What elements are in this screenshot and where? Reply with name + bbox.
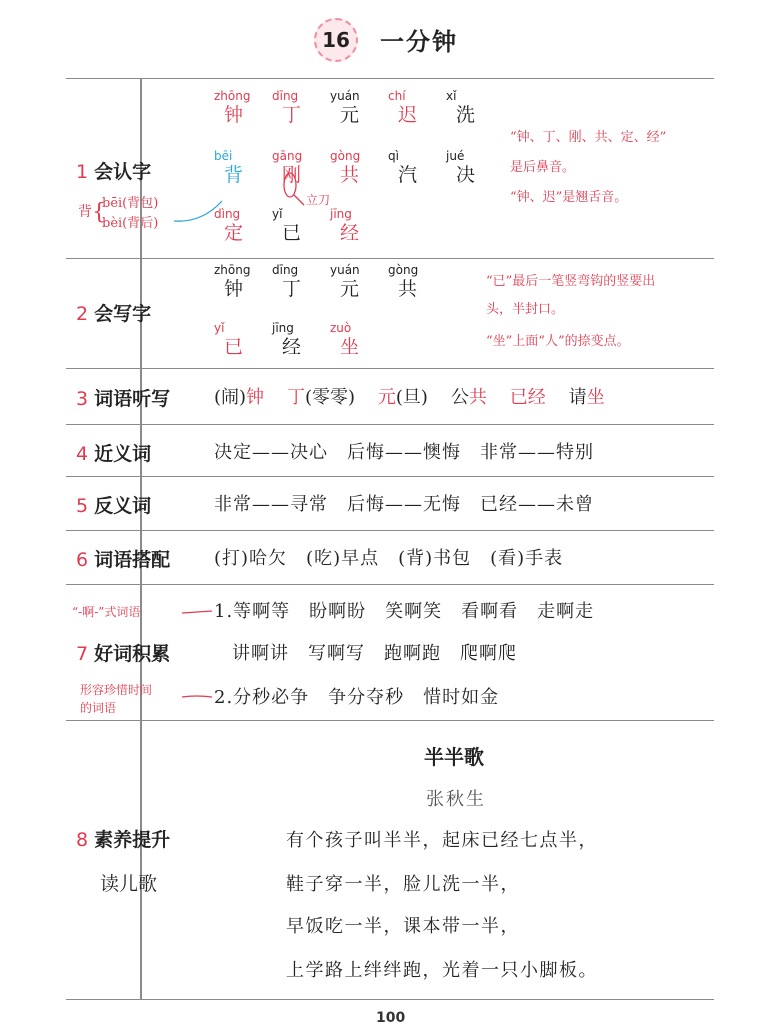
good-words-line-3: 2.分秒必争 争分夺秒 惜时如金: [214, 687, 500, 708]
section-label: 6 词语搭配: [76, 549, 171, 571]
side-note-arrows: [182, 601, 216, 701]
pinyin: gòng: [388, 263, 419, 277]
pinyin-char-cell: [388, 89, 448, 127]
bei-arrow: [172, 197, 232, 227]
note-line-3: “钟、迟”是翘舌音。: [510, 190, 628, 205]
section-write-chars: [66, 258, 714, 368]
lesson-header: [0, 18, 780, 62]
side-note-2a: 形容珍惜时间: [80, 683, 153, 697]
lesson-number-badge: 16: [314, 18, 358, 62]
pinyin: gòng: [330, 149, 361, 163]
hanzi: 经: [340, 222, 360, 244]
note-line-1: “钟、丁、刚、共、定、经”: [510, 130, 667, 145]
pinyin: yuán: [330, 263, 360, 277]
pinyin: yǐ: [214, 321, 225, 335]
hanzi: 汽: [398, 164, 418, 186]
section-synonyms: [66, 424, 714, 476]
synonyms-text: 决定——决心 后悔——懊悔 非常——特别: [214, 442, 594, 463]
poem-line: 有个孩子叫半半，起床已经七点半，: [286, 830, 598, 851]
side-note-1: “-啊-”式词语: [72, 605, 141, 619]
hanzi: 共: [340, 164, 360, 186]
hanzi: 钟: [224, 278, 244, 300]
page-number: 100: [376, 1010, 406, 1026]
hanzi: 坐: [340, 336, 360, 358]
pinyin-char-cell: [388, 149, 448, 187]
poem-line: 上学路上绊绊跑，光着一只小脚板。: [286, 960, 598, 981]
poem-line: 早饭吃一半，课本带一半，: [286, 916, 520, 937]
pinyin-char-cell: [388, 263, 448, 301]
pinyin: zuò: [330, 321, 352, 335]
section-label: 7 好词积累: [76, 643, 171, 665]
pinyin: yuán: [330, 89, 360, 103]
pinyin-char-cell: [214, 149, 274, 187]
word-pairing-text: (打)哈欠 (吃)早点 (背)书包 (看)手表: [214, 548, 564, 569]
pinyin-char-cell: [330, 149, 390, 187]
good-words-line-1: 1.等啊等 盼啊盼 笑啊笑 看啊看 走啊走: [214, 601, 595, 622]
pinyin-char-cell: [272, 263, 332, 301]
bei-reading-2: bèi(背后): [102, 216, 159, 231]
hanzi: 丁: [282, 278, 302, 300]
pinyin: dìng: [214, 207, 241, 221]
pinyin: chí: [388, 89, 406, 103]
section-label: 2 会写字: [76, 303, 152, 325]
pinyin-char-cell: [446, 89, 506, 127]
lesson-title: 一分钟: [380, 28, 458, 56]
pinyin: jīng: [330, 207, 352, 221]
section-recognize-chars: [66, 78, 714, 258]
section-dictation: [66, 368, 714, 424]
pinyin-char-cell: [272, 207, 332, 245]
pinyin-char-cell: [330, 321, 390, 359]
pinyin: dīng: [272, 263, 299, 277]
section-label: 8 素养提升: [76, 829, 171, 851]
pinyin: jīng: [272, 321, 294, 335]
section-word-pairing: [66, 530, 714, 584]
poem-title: 半半歌: [424, 745, 484, 769]
pinyin-char-cell: [214, 263, 274, 301]
good-words-line-2: 讲啊讲 写啊写 跑啊跑 爬啊爬: [232, 643, 517, 664]
note-line-1: “已”最后一笔竖弯钩的竖要出: [486, 274, 656, 289]
dictation-list: (闹)钟 丁(零零) 元(旦) 公共 已经 请坐: [214, 387, 605, 408]
pinyin: bēi: [214, 149, 233, 163]
section-label: 1 会认字: [76, 161, 152, 183]
hanzi: 已: [282, 222, 302, 244]
bei-char: 背: [78, 204, 92, 220]
note-line-2: 头，半封口。: [486, 302, 565, 317]
hanzi: 元: [340, 104, 360, 126]
hanzi: 背: [224, 164, 244, 186]
note-line-2: 是后鼻音。: [510, 160, 576, 175]
hanzi: 决: [456, 164, 476, 186]
bei-brace: {: [92, 200, 106, 225]
pinyin-char-cell: [214, 89, 274, 127]
hanzi: 洗: [456, 104, 476, 126]
pinyin: yǐ: [272, 207, 283, 221]
pinyin-char-cell: [272, 321, 332, 359]
pinyin: qì: [388, 149, 399, 163]
pinyin-char-cell: [330, 207, 390, 245]
side-note-2b: 的词语: [80, 701, 117, 715]
pinyin-char-cell: [272, 89, 332, 127]
section-antonyms: [66, 476, 714, 530]
hanzi: 元: [340, 278, 360, 300]
hanzi: 刚: [282, 164, 302, 186]
section-label: 3 词语听写: [76, 388, 171, 410]
bei-reading-1: bēi(背包): [102, 196, 159, 211]
pinyin: gāng: [272, 149, 303, 163]
pinyin-char-cell: [330, 89, 390, 127]
hanzi: 已: [224, 336, 244, 358]
hanzi: 定: [224, 222, 244, 244]
pinyin: zhōng: [214, 89, 251, 103]
section-label: 5 反义词: [76, 495, 152, 517]
radical-note: 立刀: [306, 193, 331, 207]
pinyin: xǐ: [446, 89, 457, 103]
pinyin-char-cell: [214, 321, 274, 359]
poem-author: 张秋生: [426, 789, 486, 810]
section-label: 4 近义词: [76, 443, 152, 465]
pinyin-char-cell: [330, 263, 390, 301]
hanzi: 迟: [398, 104, 418, 126]
pinyin: zhōng: [214, 263, 251, 277]
hanzi: 钟: [224, 104, 244, 126]
antonyms-text: 非常——寻常 后悔——无悔 已经——未曾: [214, 494, 594, 515]
section-sublabel: 读儿歌: [100, 873, 158, 895]
hanzi: 共: [398, 278, 418, 300]
hanzi: 丁: [282, 104, 302, 126]
section-good-words: [66, 584, 714, 720]
pinyin: jué: [446, 149, 465, 163]
poem-line: 鞋子穿一半，脸儿洗一半，: [286, 874, 520, 895]
note-line-3: “坐”上面“人”的捺变点。: [486, 334, 630, 349]
pinyin: dīng: [272, 89, 299, 103]
pinyin-char-cell: [446, 149, 506, 187]
hanzi: 经: [282, 336, 302, 358]
